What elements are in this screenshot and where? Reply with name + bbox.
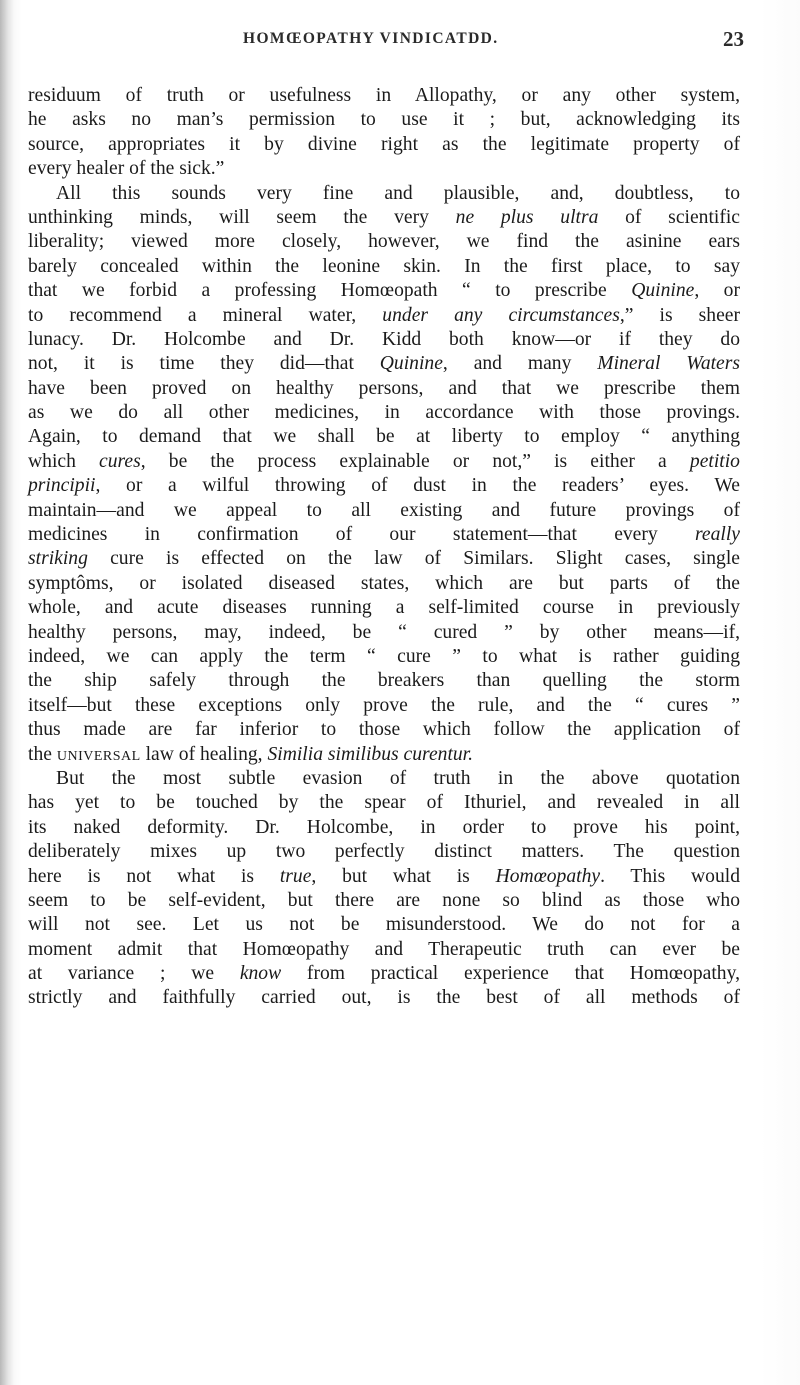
text-line: have been proved on healthy persons, and that we prescribe them <box>28 377 740 399</box>
text-line: the universal law of healing, Similia similibus curentur. <box>28 743 474 765</box>
text-line: principii, or a wilful throwing of dust in the readers’ eyes. We <box>28 475 740 497</box>
text-line: liberality; viewed more closely, however, we find the asinine ears <box>28 231 740 253</box>
text-line: seem to be self-evident, but there are none so blind as those who <box>28 889 740 911</box>
text-line: thus made are far inferior to those which follow the application of <box>28 719 740 741</box>
text-line: itself—but these exceptions only prove the rule, and the “ cures ” <box>28 694 740 716</box>
text-line: here is not what is true, but what is Homœopathy. This would <box>28 865 740 887</box>
text-line: which cures, be the process explainable or not,” is either a petitio <box>28 450 740 472</box>
text-line: has yet to be touched by the spear of Ithuriel, and revealed in all <box>28 792 740 814</box>
text-line: strictly and faithfully carried out, is the best of all methods of <box>28 987 740 1009</box>
text-line: every healer of the sick.” <box>28 158 225 180</box>
text-line: healthy persons, may, indeed, be “ cured ” by other means—if, <box>28 621 740 643</box>
paragraph-start: But the most subtle evasion of truth in the above quotation <box>56 767 740 789</box>
text-line: will not see. Let us not be misunderstood. We do not for a <box>28 914 740 936</box>
text-line: the ship safely through the breakers than quelling the storm <box>28 670 740 692</box>
text-line: residuum of truth or usefulness in Allopathy, or any other system, <box>28 85 740 106</box>
text-line: not, it is time they did—that Quinine, and many Mineral Waters <box>28 353 741 375</box>
paragraph-start: All this sounds very fine and plausible, and, doubtless, to <box>56 182 740 204</box>
text-line: as we do all other medicines, in accordance with those provings. <box>28 402 740 424</box>
text-line: symptôms, or isolated diseased states, which are but parts of the <box>28 572 740 594</box>
text-line: lunacy. Dr. Holcombe and Dr. Kidd both know—or if they do <box>28 328 740 350</box>
text-line: to recommend a mineral water, under any circumstances,” is sheer <box>28 304 740 326</box>
running-title: HOMŒOPATHY VINDICATDD. <box>243 30 499 47</box>
text-line: maintain—and we appeal to all existing and future provings of <box>28 499 740 521</box>
text-line: he asks no man’s permission to use it ; but, acknowledging its <box>28 109 740 131</box>
text-line: that we forbid a professing Homœopath “ to prescribe Quinine, or <box>28 280 740 302</box>
text-line: deliberately mixes up two perfectly distinct matters. The question <box>28 841 740 863</box>
text-line: barely concealed within the leonine skin. In the first place, to say <box>28 255 740 277</box>
text-line: unthinking minds, will seem the very ne plus ultra of scientific <box>28 206 740 228</box>
body-text <box>28 84 740 1011</box>
text-line: source, appropriates it by divine right as the legitimate property of <box>28 133 740 155</box>
text-line: whole, and acute diseases running a self-limited course in previously <box>28 597 740 619</box>
text-line: moment admit that Homœopathy and Therapeutic truth can ever be <box>28 938 740 960</box>
text-line: at variance ; we know from practical experience that Homœopathy, <box>28 963 740 985</box>
text-line: Again, to demand that we shall be at liberty to employ “ anything <box>28 426 740 448</box>
text-line: indeed, we can apply the term “ cure ” to what is rather guiding <box>28 645 740 667</box>
text-line: its naked deformity. Dr. Holcombe, in order to prove his point, <box>28 816 740 838</box>
page-number: 23 <box>723 27 744 51</box>
text-line: striking cure is effected on the law of Similars. Slight cases, single <box>28 548 740 570</box>
text-line: medicines in confirmation of our statement—that every really <box>28 524 740 546</box>
page-edge-shadow <box>0 0 14 1385</box>
running-head <box>0 27 800 54</box>
